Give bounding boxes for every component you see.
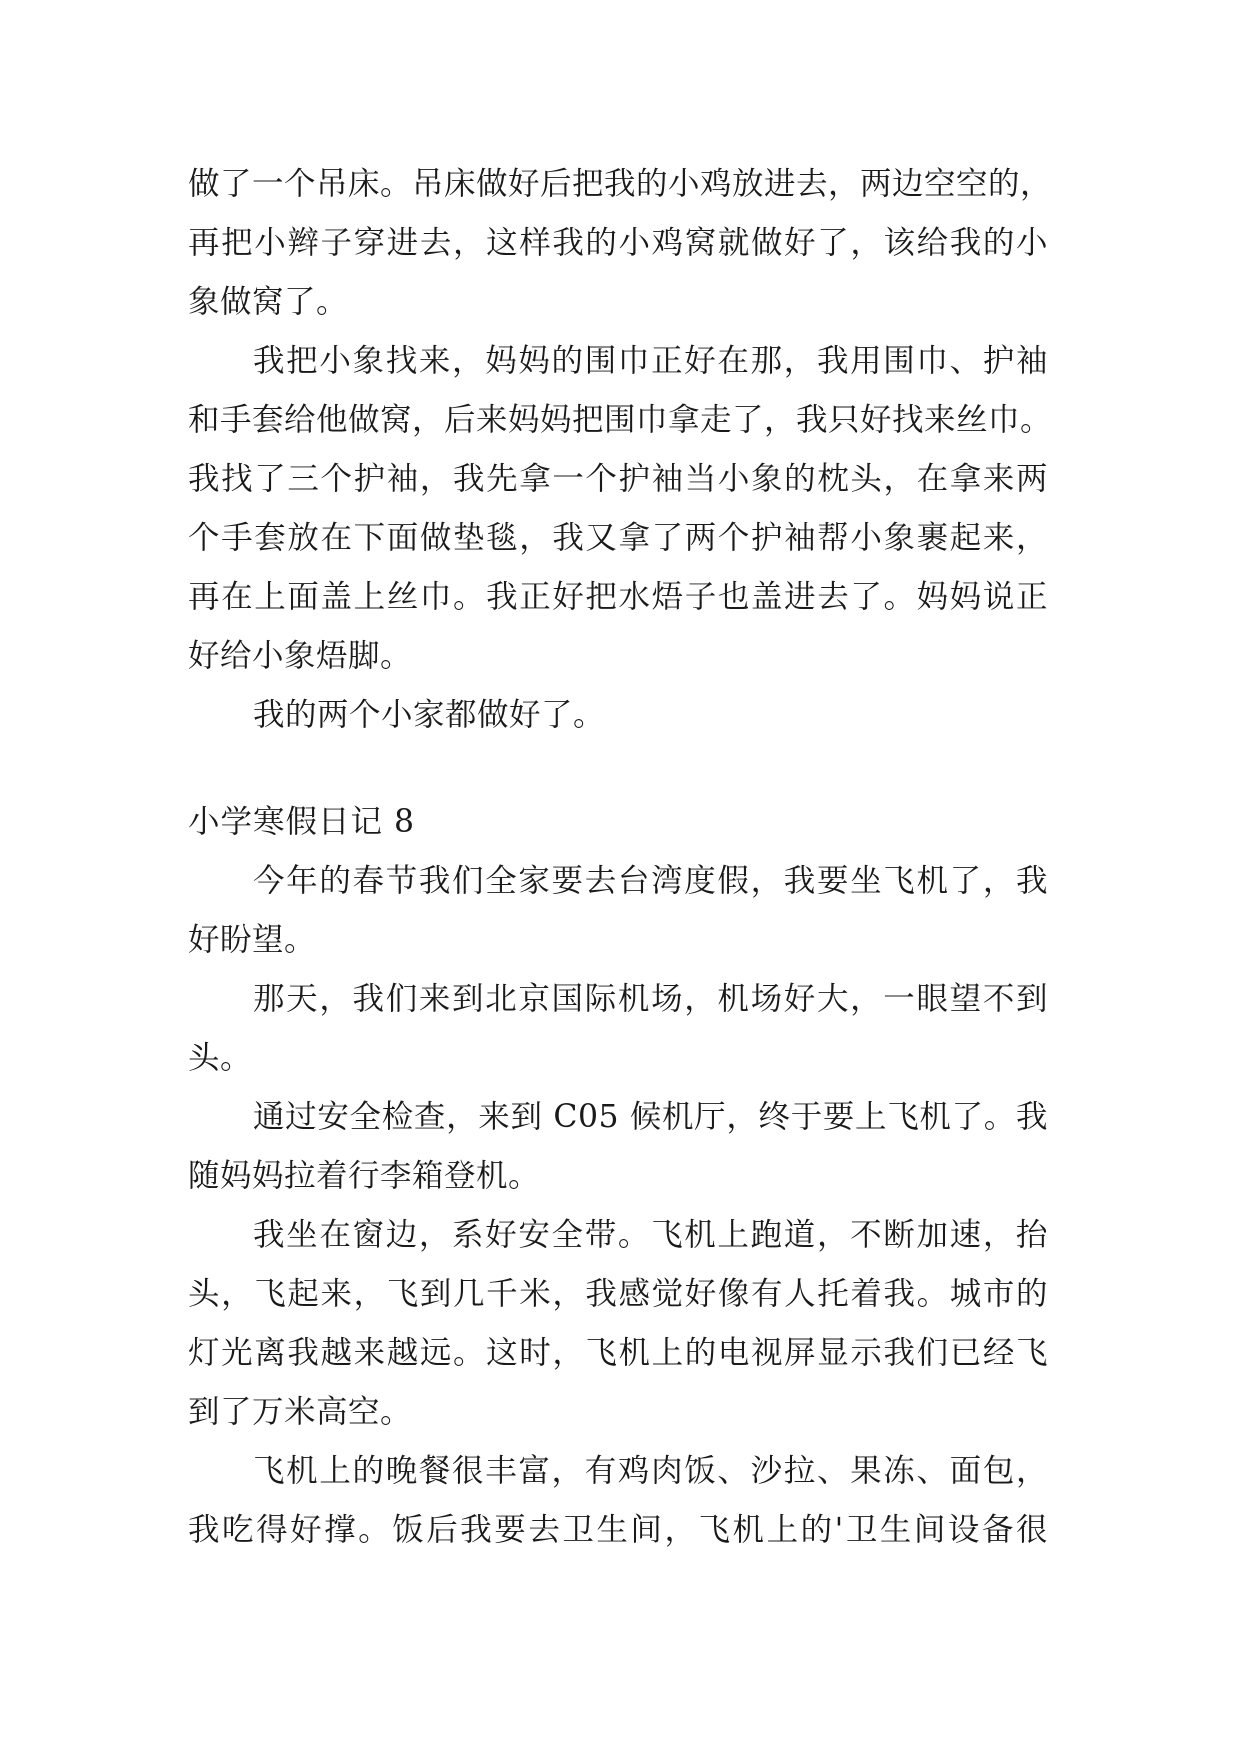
text-line: 随妈妈拉着行李箱登机。: [188, 1158, 541, 1194]
text-line: 我找了三个护袖，我先拿一个护袖当小象的枕头，在拿来两: [188, 461, 1048, 497]
text-line: 那天，我们来到北京国际机场，机场好大，一眼望不到: [253, 981, 1048, 1017]
text-line: 通过安全检查，来到 C05 候机厅，终于要上飞机了。我: [253, 1099, 1048, 1135]
text-line: 象做窝了。: [188, 284, 349, 320]
text-line: 和手套给他做窝，后来妈妈把围巾拿走了，我只好找来丝巾。: [188, 402, 1053, 438]
text-line: 好盼望。: [188, 922, 317, 958]
text-line: 再把小辫子穿进去，这样我的小鸡窝就做好了，该给我的小: [188, 225, 1048, 261]
text-line: 我的两个小家都做好了。: [253, 697, 606, 733]
text-line: 再在上面盖上丝巾。我正好把水焐子也盖进去了。妈妈说正: [188, 579, 1048, 615]
text-line: 我把小象找来，妈妈的围巾正好在那，我用围巾、护袖: [253, 343, 1048, 379]
text-line: 飞机上的晚餐很丰富，有鸡肉饭、沙拉、果冻、面包，: [253, 1453, 1048, 1489]
text-line: 到了万米高空。: [188, 1394, 413, 1430]
text-line: 头。: [188, 1040, 253, 1076]
text-line: 个手套放在下面做垫毯，我又拿了两个护袖帮小象裹起来，: [188, 520, 1048, 556]
text-line: 我吃得好撑。饭后我要去卫生间，飞机上的'卫生间设备很: [188, 1512, 1048, 1548]
text-line: 今年的春节我们全家要去台湾度假，我要坐飞机了，我: [253, 863, 1048, 899]
text-line: 灯光离我越来越远。这时，飞机上的电视屏显示我们已经飞: [188, 1335, 1048, 1371]
text-line: 头，飞起来，飞到几千米，我感觉好像有人托着我。城市的: [188, 1276, 1048, 1312]
text-line: 我坐在窗边，系好安全带。飞机上跑道，不断加速，抬: [253, 1217, 1048, 1253]
section-title: 小学寒假日记 8: [188, 804, 416, 840]
text-line: 好给小象焐脚。: [188, 638, 413, 674]
text-line: 做了一个吊床。吊床做好后把我的小鸡放进去，两边空空的，: [188, 166, 1053, 202]
